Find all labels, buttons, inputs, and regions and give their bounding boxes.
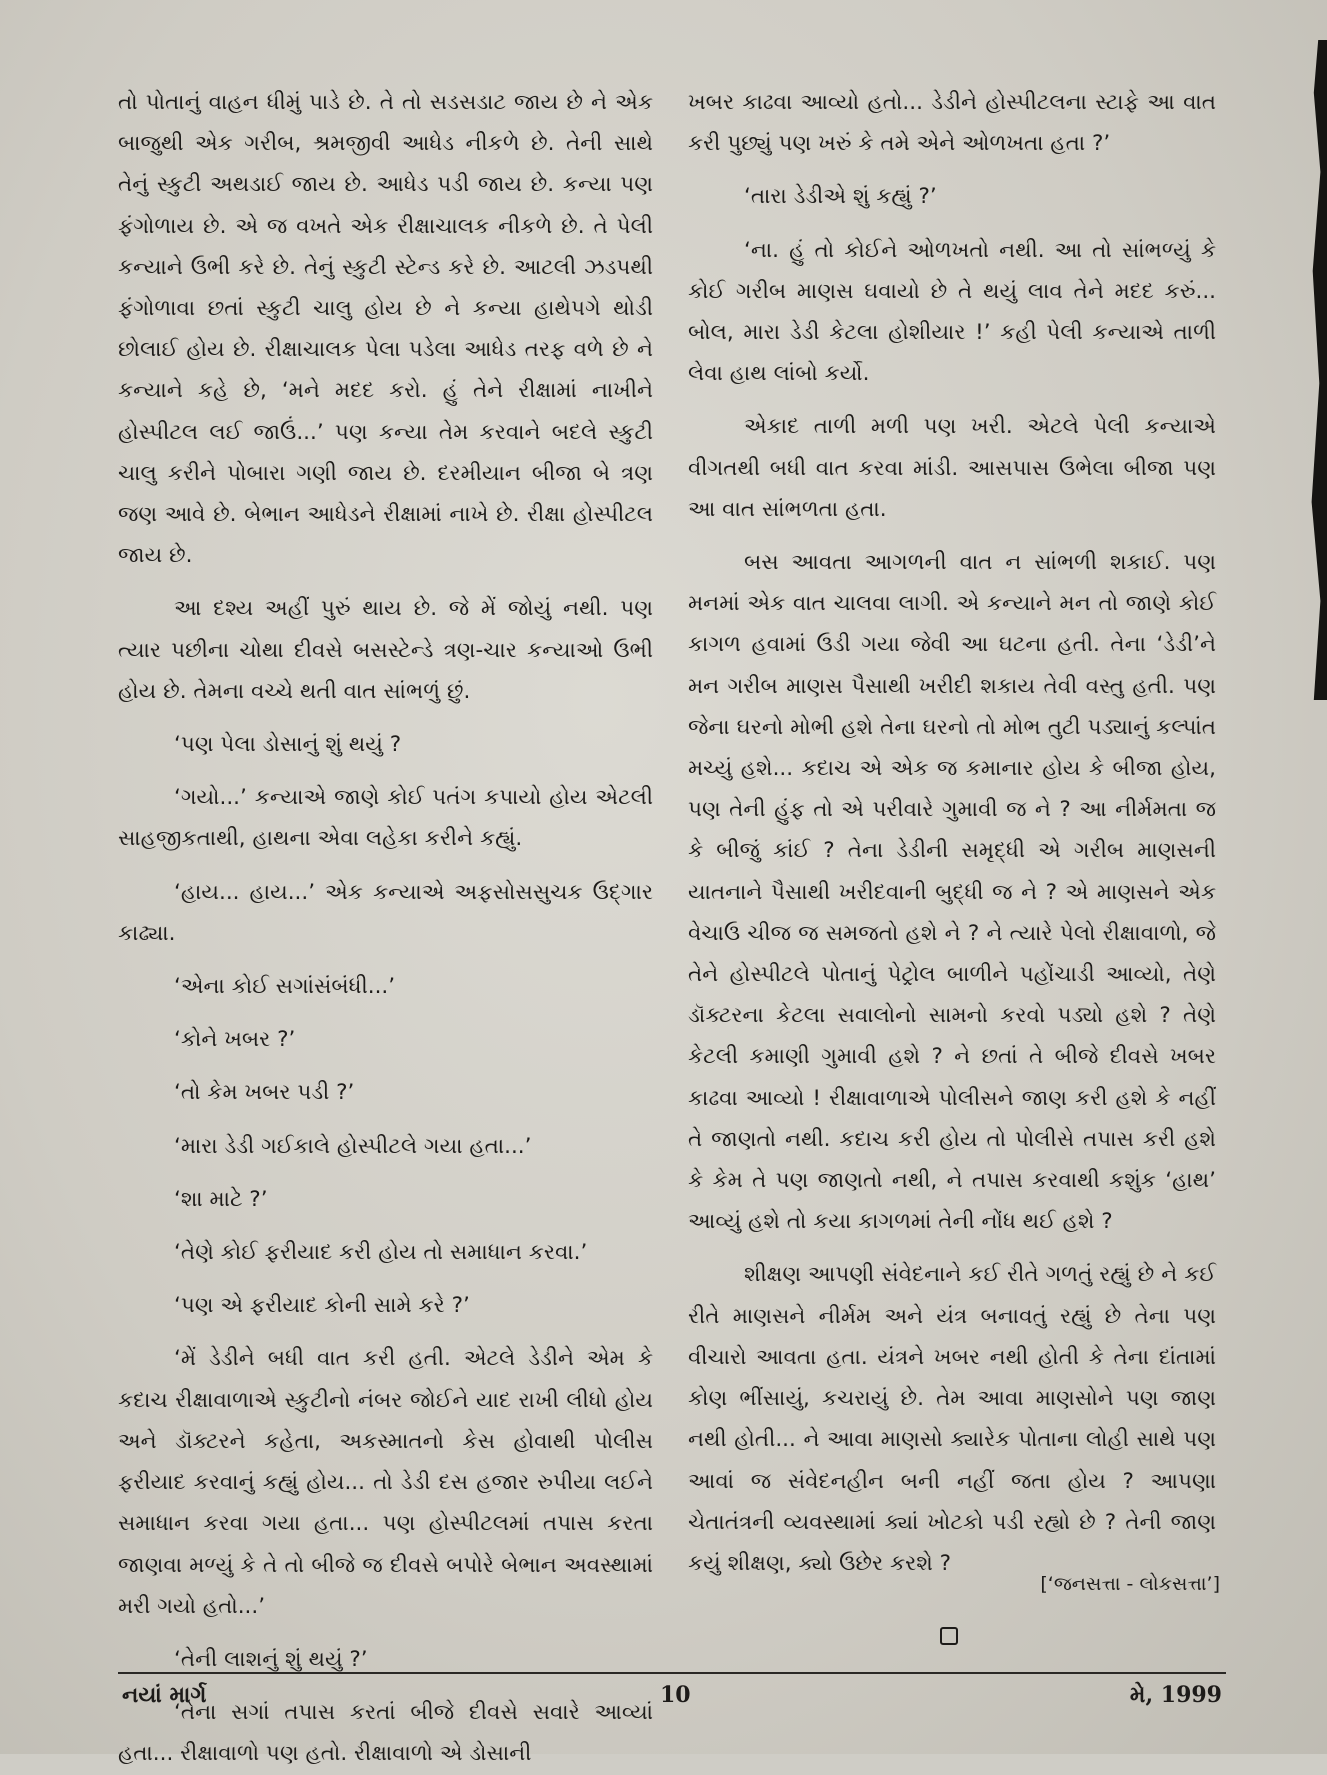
- dialogue-line: ‘પણ એ ફરીયાદ કોની સામે કરે ?’: [174, 1293, 470, 1319]
- left-column: [118, 82, 653, 1775]
- dialogue-line: ‘કોને ખબર ?’: [174, 1027, 296, 1053]
- dialogue-line: ‘તેના સગાં તપાસ કરતાં બીજે દીવસે સવારે આવ્યાં હતા... રીક્ષાવાળો પણ હતો. રીક્ષાવાળો એ ડોસાની: [118, 1700, 653, 1767]
- end-mark-icon: [940, 1627, 958, 1645]
- dialogue-line: ‘ના. હું તો કોઈને ઓળખતો નથી. આ તો સાંભળ્યું કે કોઈ ગરીબ માણસ ઘવાયો છે તે થયું લાવ તેને મદદ કરું... બોલ, મારા ડેડી કેટલા હોશીયાર !’ કહી પેલી કન્યાએ તાળી લેવા હાથ લાંબો કર્યો.: [688, 237, 1216, 387]
- dialogue-line: ‘મારા ડેડી ગઈકાલે હોસ્પીટલે ગયા હતા...’: [174, 1133, 532, 1159]
- dialogue-line: ‘હાય... હાય...’ એક કન્યાએ અફસોસસુચક ઉદ્ગાર કાઢ્યા.: [118, 879, 653, 946]
- paragraph: શીક્ષણ આપણી સંવેદનાને કઈ રીતે ગળતું રહ્યું છે ને કઈ રીતે માણસને નીર્મમ અને યંત્ર બનાવતું રહ્યું છે તેના પણ વીચારો આવતા હતા. યંત્રને ખબર નથી હોતી કે તેના દાંતામાં કોણ ભીંસાયું, કચરાયું છે. તેમ આવા માણસોને પણ જાણ નથી હોતી... ને આવા માણસો ક્યારેક પોતાના લોહી સાથે પણ આવાં જ સંવેદનહીન બની નહીં જતા હોય ? આપણા ચેતાતંત્રની વ્યવસ્થામાં ક્યાં ખોટકો પડી રહ્યો છે ? તેની જાણ કયું શીક્ષણ, ક્યો ઉછેર કરશે ?: [688, 1262, 1216, 1576]
- magazine-name: નયાં માર્ગ: [122, 1682, 207, 1708]
- dialogue-line: ‘તો કેમ ખબર પડી ?’: [174, 1080, 355, 1106]
- paragraph: તો પોતાનું વાહન ધીમું પાડે છે. તે તો સડસડાટ જાય છે ને એક બાજુથી એક ગરીબ, શ્રમજીવી આધેડ નીકળે છે. તેની સાથે તેનું સ્કુટી અથડાઈ જાય છે. આધેડ પડી જાય છે. કન્યા પણ ફંગોળાય છે. એ જ વખતે એક રીક્ષાચાલક નીકળે છે. તે પેલી કન્યાને ઉભી કરે છે. તેનું સ્કુટી સ્ટેન્ડ કરે છે. આટલી ઝડપથી ફંગોળાવા છતાં સ્કુટી ચાલુ હોય છે ને કન્યા હાથેપગે થોડી છોલાઈ હોય છે. રીક્ષાચાલક પેલા પડેલા આધેડ તરફ વળે છે ને કન્યાને કહે છે, ‘મને મદદ કરો. હું તેને રીક્ષામાં નાખીને હોસ્પીટલ લઈ જાઉં...’ પણ કન્યા તેમ કરવાને બદલે સ્કુટી ચાલુ કરીને પોબારા ગણી જાય છે. દરમીયાન બીજા બે ત્રણ જણ આવે છે. બેભાન આધેડને રીક્ષામાં નાખે છે. રીક્ષા હોસ્પીટલ જાય છે.: [118, 90, 653, 569]
- dialogue-line: ‘મેં ડેડીને બધી વાત કરી હતી. એટલે ડેડીને એમ કે કદાચ રીક્ષાવાળાએ સ્કુટીનો નંબર જોઈને યાદ રાખી લીધો હોય અને ડૉક્ટરને કહેતા, અકસ્માતનો કેસ હોવાથી પોલીસ ફરીયાદ કરવાનું કહ્યું હોય... તો ડેડી દસ હજાર રુપીયા લઈને સમાધાન કરવા ગયા હતા... પણ હોસ્પીટલમાં તપાસ કરતા જાણવા મળ્યું કે તે તો બીજે જ દીવસે બપોરે બેભાન અવસ્થામાં મરી ગયો હતો...’: [118, 1346, 653, 1619]
- dialogue-line: ‘એના કોઈ સગાંસંબંધી...’: [174, 974, 396, 1000]
- torn-edge: [1305, 40, 1327, 700]
- paragraph: આ દશ્ય અહીં પુરું થાય છે. જે મેં જોયું નથી. પણ ત્યાર પછીના ચોથા દીવસે બસસ્ટેન્ડે ત્રણ-ચાર કન્યાઓ ઉભી હોય છે. તેમના વચ્ચે થતી વાત સાંભળું છું.: [118, 596, 653, 704]
- right-column: [688, 82, 1216, 1584]
- dialogue-line: ‘પણ પેલા ડોસાનું શું થયું ?: [174, 732, 402, 758]
- paragraph: એકાદ તાળી મળી પણ ખરી. એટલે પેલી કન્યાએ વીગતથી બધી વાત કરવા માંડી. આસપાસ ઉભેલા બીજા પણ આ વાત સાંભળતા હતા.: [688, 414, 1216, 522]
- dialogue-line: ‘તેની લાશનું શું થયું ?’: [174, 1646, 368, 1672]
- footer-rule: [118, 1672, 1226, 1674]
- dialogue-line: ‘ગયો...’ કન્યાએ જાણે કોઈ પતંગ કપાયો હોય એટલી સાહજીકતાથી, હાથના એવા લહેકા કરીને કહ્યું.: [118, 785, 653, 852]
- dialogue-line: ‘શા માટે ?’: [174, 1186, 268, 1212]
- dialogue-line: ‘તેણે કોઈ ફરીયાદ કરી હોય તો સમાધાન કરવા.’: [174, 1240, 588, 1266]
- paragraph: ખબર કાઢવા આવ્યો હતો... ડેડીને હોસ્પીટલના સ્ટાફે આ વાત કરી પુછ્યું પણ ખરું કે તમે એને ઓળખતા હતા ?’: [688, 90, 1216, 157]
- issue-date: મે, 1999: [1129, 1682, 1222, 1708]
- dialogue-line: ‘તારા ડેડીએ શું કહ્યું ?’: [744, 184, 937, 210]
- source-credit: [‘જનસત્તા - લોકસત્તા’]: [1040, 1573, 1220, 1595]
- page-number: 10: [660, 1682, 691, 1708]
- paragraph: બસ આવતા આગળની વાત ન સાંભળી શકાઈ. પણ મનમાં એક વાત ચાલવા લાગી. એ કન્યાને મન તો જાણે કોઈ કાગળ હવામાં ઉડી ગયા જેવી આ ઘટના હતી. તેના ‘ડેડી’ને મન ગરીબ માણસ પૈસાથી ખરીદી શકાય તેવી વસ્તુ હતી. પણ જેના ઘરનો મોભી હશે તેના ઘરનો તો મોભ તુટી પડ્યાનું કલ્પાંત મચ્યું હશે... કદાચ એ એક જ કમાનાર હોય કે બીજા હોય, પણ તેની હુંફ તો એ પરીવારે ગુમાવી જ ને ? આ નીર્મમતા જ કે બીજું કાંઈ ? તેના ડેડીની સમૃદ્ધી એ ગરીબ માણસની યાતનાને પૈસાથી ખરીદવાની બુદ્ધી જ ને ? એ માણસને એક વેચાઉ ચીજ જ સમજતો હશે ને ? ને ત્યારે પેલો રીક્ષાવાળો, જે તેને હોસ્પીટલે પોતાનું પેટ્રોલ બાળીને પહોંચાડી આવ્યો, તેણે ડૉક્ટરના કેટલા સવાલોનો સામનો કરવો પડ્યો હશે ? તેણે કેટલી કમાણી ગુમાવી હશે ? ને છતાં તે બીજે દીવસે ખબર કાઢવા આવ્યો ! રીક્ષાવાળાએ પોલીસને જાણ કરી હશે કે નહીં તે જાણતો નથી. કદાચ કરી હોય તો પોલીસે તપાસ કરી હશે કે કેમ તે પણ જાણતો નથી, ને તપાસ કરવાથી કશુંક ‘હાથ’ આવ્યું હશે તો કયા કાગળમાં તેની નોંધ થઈ હશે ?: [688, 550, 1216, 1235]
